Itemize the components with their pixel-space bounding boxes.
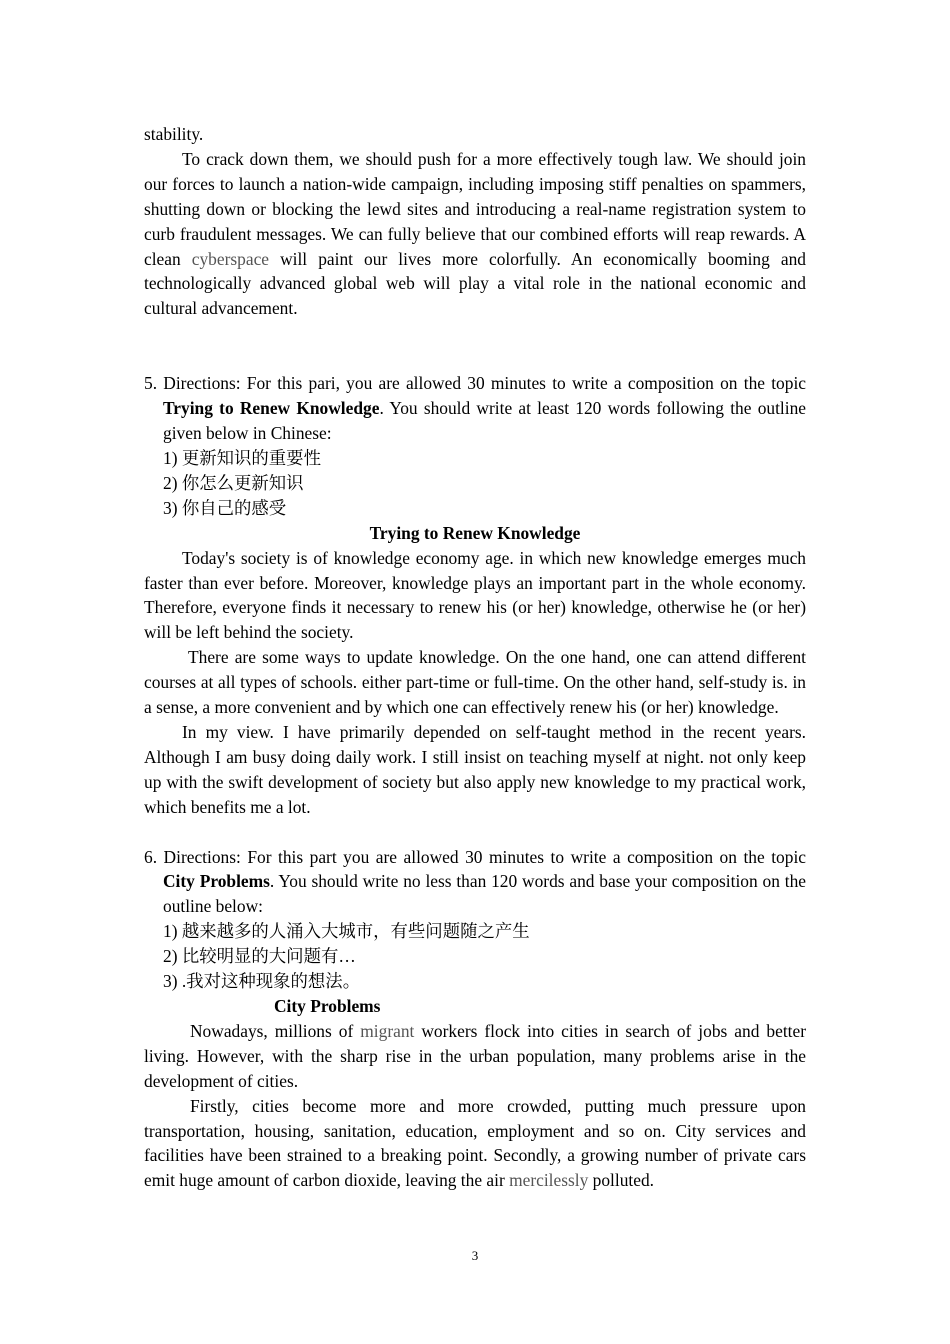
directions-topic: City Problems bbox=[163, 871, 270, 892]
outline-item: 3) 你自己的感受 bbox=[163, 497, 287, 518]
highlighted-word: migrant bbox=[360, 1020, 415, 1041]
essay-paragraph: Today's society is of knowledge economy age. in which new knowledge emerges much faster than ever before. Moreover, knowledge plays an important part in the whole economy. Therefore, everyone finds it necessary to renew his (or her) knowledge, otherwise he (or her) will be left behind the society. bbox=[144, 547, 806, 643]
essay-title: City Problems bbox=[274, 996, 381, 1016]
directions-6 bbox=[144, 845, 806, 920]
paragraph-stability bbox=[144, 122, 806, 147]
directions-text: 6. Directions: For this part you are allowed 30 minutes to write a composition on the topic bbox=[144, 846, 806, 867]
paragraph-text: workers flock into cities in search of jobs and better living. However, with the sharp rise in the urban population, many problems arise in the development of cities. bbox=[144, 1020, 806, 1091]
essay-paragraph: There are some ways to update knowledge. On the one hand, one can attend different courses at all types of schools. either part-time or full-time. On the other hand, self-study is. in a sense, a more convenient and by which one can effectively renew his (or her) knowledge. bbox=[144, 647, 806, 718]
outline-item: 2) 你怎么更新知识 bbox=[163, 472, 304, 493]
spacer bbox=[144, 321, 806, 371]
paragraph-text: Nowadays, millions of bbox=[190, 1020, 361, 1041]
paragraph-crackdown bbox=[144, 147, 806, 321]
essay-paragraph: In my view. I have primarily depended on self-taught method in the recent years. Although I am busy doing daily work. I still insist on teaching myself at night. not only keep up with the swift development of society but also apply new knowledge to my practical work, which benefits me a lot. bbox=[144, 721, 806, 817]
directions-5 bbox=[144, 371, 806, 446]
paragraph-text: will paint our lives more colorfully. An economically booming and technologically advanced global web will play a vital role in the national economic and cultural advancement. bbox=[144, 248, 807, 319]
essay-title: Trying to Renew Knowledge bbox=[369, 522, 581, 543]
directions-text: . You should write no less than 120 words and base your composition on the outline below: bbox=[163, 871, 806, 917]
document-page bbox=[144, 122, 806, 1193]
highlighted-word: mercilessly bbox=[509, 1170, 589, 1191]
outline-item: 2) 比较明显的大问题有… bbox=[163, 946, 356, 967]
highlighted-word: cyberspace bbox=[191, 248, 270, 269]
paragraph-text: stability. bbox=[144, 124, 204, 144]
directions-topic: Trying to Renew Knowledge bbox=[163, 398, 380, 419]
essay-paragraph bbox=[144, 1019, 806, 1094]
directions-text: . You should write at least 120 words following the outline given below in Chinese: bbox=[163, 398, 806, 444]
directions-text: 5. Directions: For this pari, you are allowed 30 minutes to write a composition on the topic bbox=[144, 373, 806, 394]
essay-paragraph bbox=[144, 1094, 806, 1194]
page-number: 3 bbox=[471, 1248, 479, 1263]
outline-item: 1) 更新知识的重要性 bbox=[163, 447, 321, 468]
paragraph-text: Firstly, cities become more and more crowded, putting much pressure upon transportation, housing, sanitation, education, employment and so on. City services and facilities have been strained to a breaking point. Secondly, a growing number of private cars emit huge amount of carbon dioxide, leaving the air bbox=[144, 1095, 806, 1191]
spacer bbox=[144, 820, 806, 845]
paragraph-text: polluted. bbox=[588, 1170, 654, 1191]
paragraph-text: To crack down them, we should push for a more effectively tough law. We should join our forces to launch a nation-wide campaign, including imposing stiff penalties on spammers, shutting down or blocking the lewd sites and introducing a real-name registration system to curb fraudulent messages. We can fully believe that our combined efforts will reap rewards. A clean bbox=[144, 148, 806, 269]
outline-item: 3) .我对这种现象的想法。 bbox=[163, 971, 361, 992]
outline-item: 1) 越来越多的人涌入大城市，有些问题随之产生 bbox=[163, 921, 530, 942]
